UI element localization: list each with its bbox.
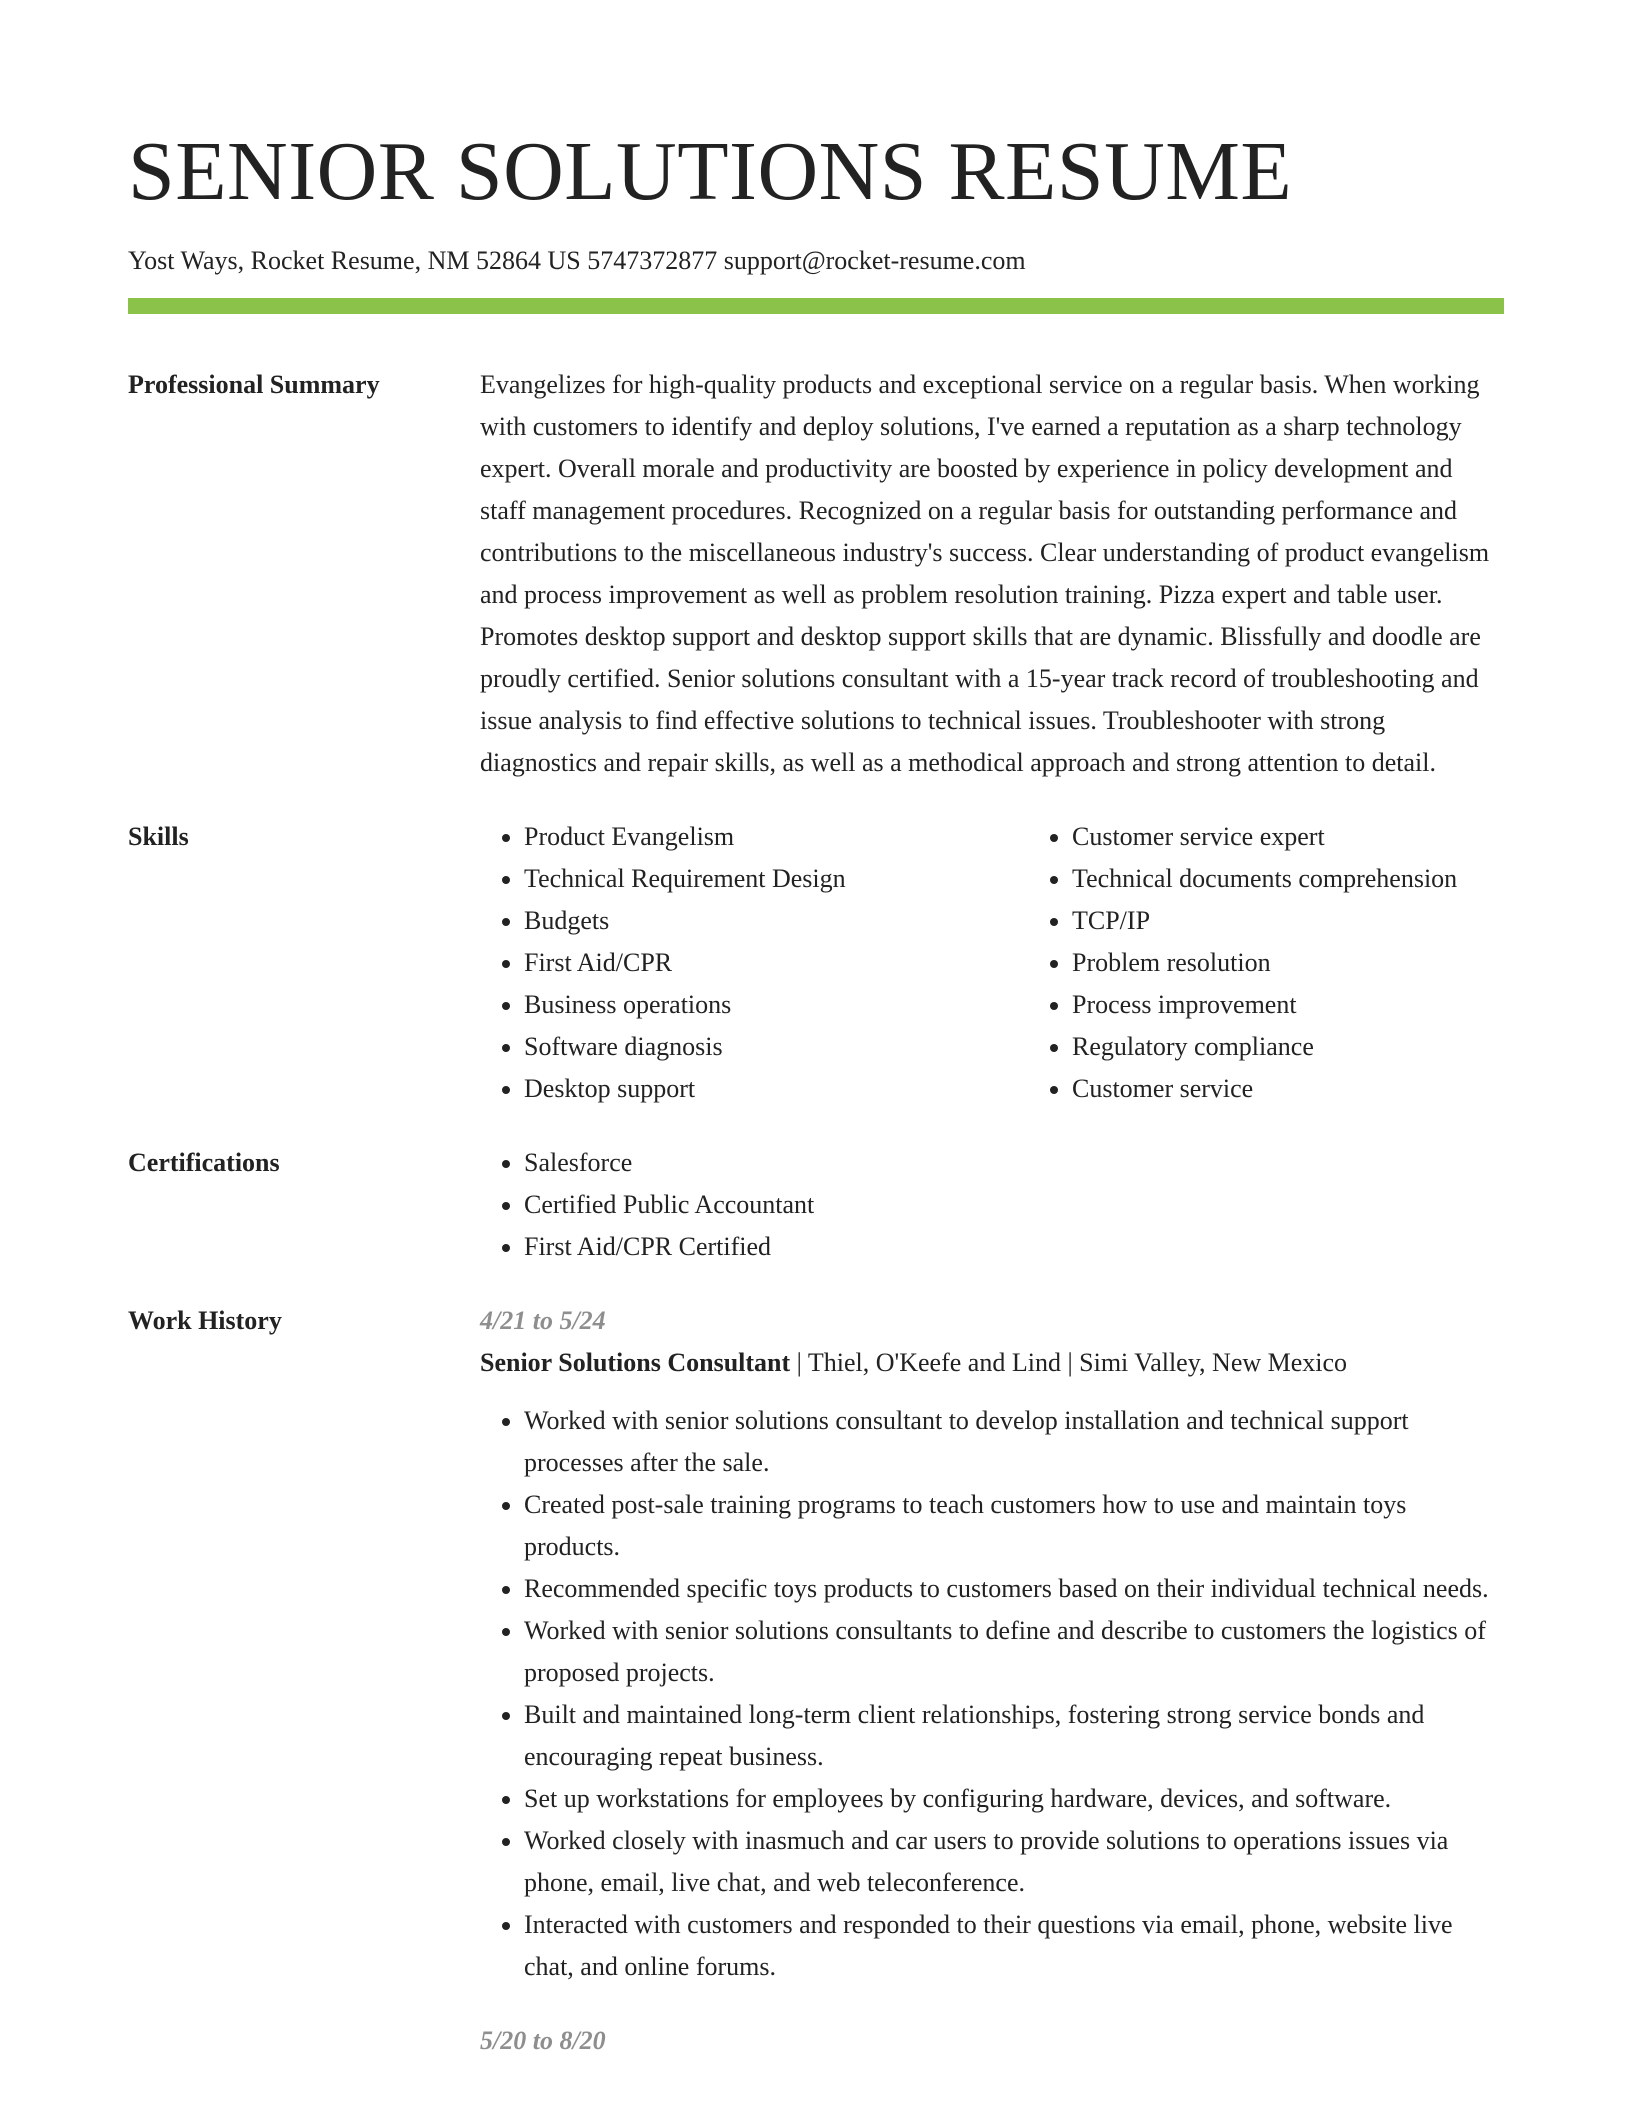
work-history-section [128,1300,1504,2062]
skills-list-left [480,816,1028,1110]
skill-item: • Desktop support [524,1068,1028,1110]
skills-body [480,816,1576,1110]
job-bullet: • Set up workstations for employees by configuring hardware, devices, and software. [524,1778,1504,1820]
certifications-body [480,1142,1504,1268]
accent-divider [128,298,1504,314]
job-bullet: • Interacted with customers and responded to their questions via email, phone, website live chat, and online forums. [524,1904,1504,1988]
work-history-label: Work History [128,1305,282,1335]
job-title-line [480,1342,1504,1384]
summary-text: Evangelizes for high-quality products and exceptional service on a regular basis. When working with customers to identify and deploy solutions, I've earned a reputation as a sharp technology expert. Overall morale and productivity are boosted by experience in policy development and staff management procedures. Recognized on a regular basis for outstanding performance and contributions to the miscellaneous industry's success. Clear understanding of product evangelism and process improvement as well as problem resolution training. Pizza expert and table user. Promotes desktop support and desktop support skills that are dynamic. Blissfully and doodle are proudly certified. Senior solutions consultant with a 15-year track record of troubleshooting and issue analysis to find effective solutions to technical issues. Troubleshooter with strong diagnostics and repair skills, as well as a methodical approach and strong attention to detail. [480,369,1490,777]
skill-item: • Problem resolution [1072,942,1576,984]
resume-title: SENIOR SOLUTIONS RESUME [128,125,1293,218]
skill-item: • Technical documents comprehension [1072,858,1576,900]
work-history-body [480,1300,1504,2062]
job-dates: 5/20 to 8/20 [480,2025,606,2055]
certification-item: • Certified Public Accountant [524,1184,1504,1226]
job-bullet: • Worked with senior solutions consultant to develop installation and technical support processes after the sale. [524,1400,1504,1484]
skills-label: Skills [128,821,189,851]
job-title: Senior Solutions Consultant [480,1347,791,1377]
job-bullet: • Worked with senior solutions consultants to define and describe to customers the logistics of proposed projects. [524,1610,1504,1694]
skill-item: • First Aid/CPR [524,942,1028,984]
contact-line: Yost Ways, Rocket Resume, NM 52864 US 5747372877 support@rocket-resume.com [128,246,1026,275]
skill-item: • Software diagnosis [524,1026,1028,1068]
skills-section [128,816,1504,1110]
summary-label: Professional Summary [128,369,380,399]
job-bullets [480,1400,1504,1988]
job-dates: 4/21 to 5/24 [480,1305,606,1335]
certifications-label: Certifications [128,1147,280,1177]
skill-item: • Business operations [524,984,1028,1026]
skill-item: • Budgets [524,900,1028,942]
skill-item: • Customer service expert [1072,816,1576,858]
job-bullet: • Recommended specific toys products to customers based on their individual technical needs. [524,1568,1504,1610]
skill-item: • Regulatory compliance [1072,1026,1576,1068]
job-bullet: • Built and maintained long-term client relationships, fostering strong service bonds and encouraging repeat business. [524,1694,1504,1778]
job-bullet: • Created post-sale training programs to teach customers how to use and maintain toys products. [524,1484,1504,1568]
skill-item: • Customer service [1072,1068,1576,1110]
skill-item: • Process improvement [1072,984,1576,1026]
certification-item: • First Aid/CPR Certified [524,1226,1504,1268]
job-bullet: • Worked closely with inasmuch and car users to provide solutions to operations issues via phone, email, live chat, and web teleconference. [524,1820,1504,1904]
skill-item: • Technical Requirement Design [524,858,1028,900]
job-entry [480,2020,1504,2062]
certifications-section [128,1142,1504,1268]
summary-body [480,364,1504,784]
job-entry [480,1300,1504,1988]
skill-item: • Product Evangelism [524,816,1028,858]
skill-item: • TCP/IP [1072,900,1576,942]
certifications-list [480,1142,1504,1268]
job-company-location: | Thiel, O'Keefe and Lind | Simi Valley, New Mexico [790,1347,1348,1377]
summary-section [128,364,1504,784]
skills-list-right [1028,816,1576,1110]
certification-item: • Salesforce [524,1142,1504,1184]
